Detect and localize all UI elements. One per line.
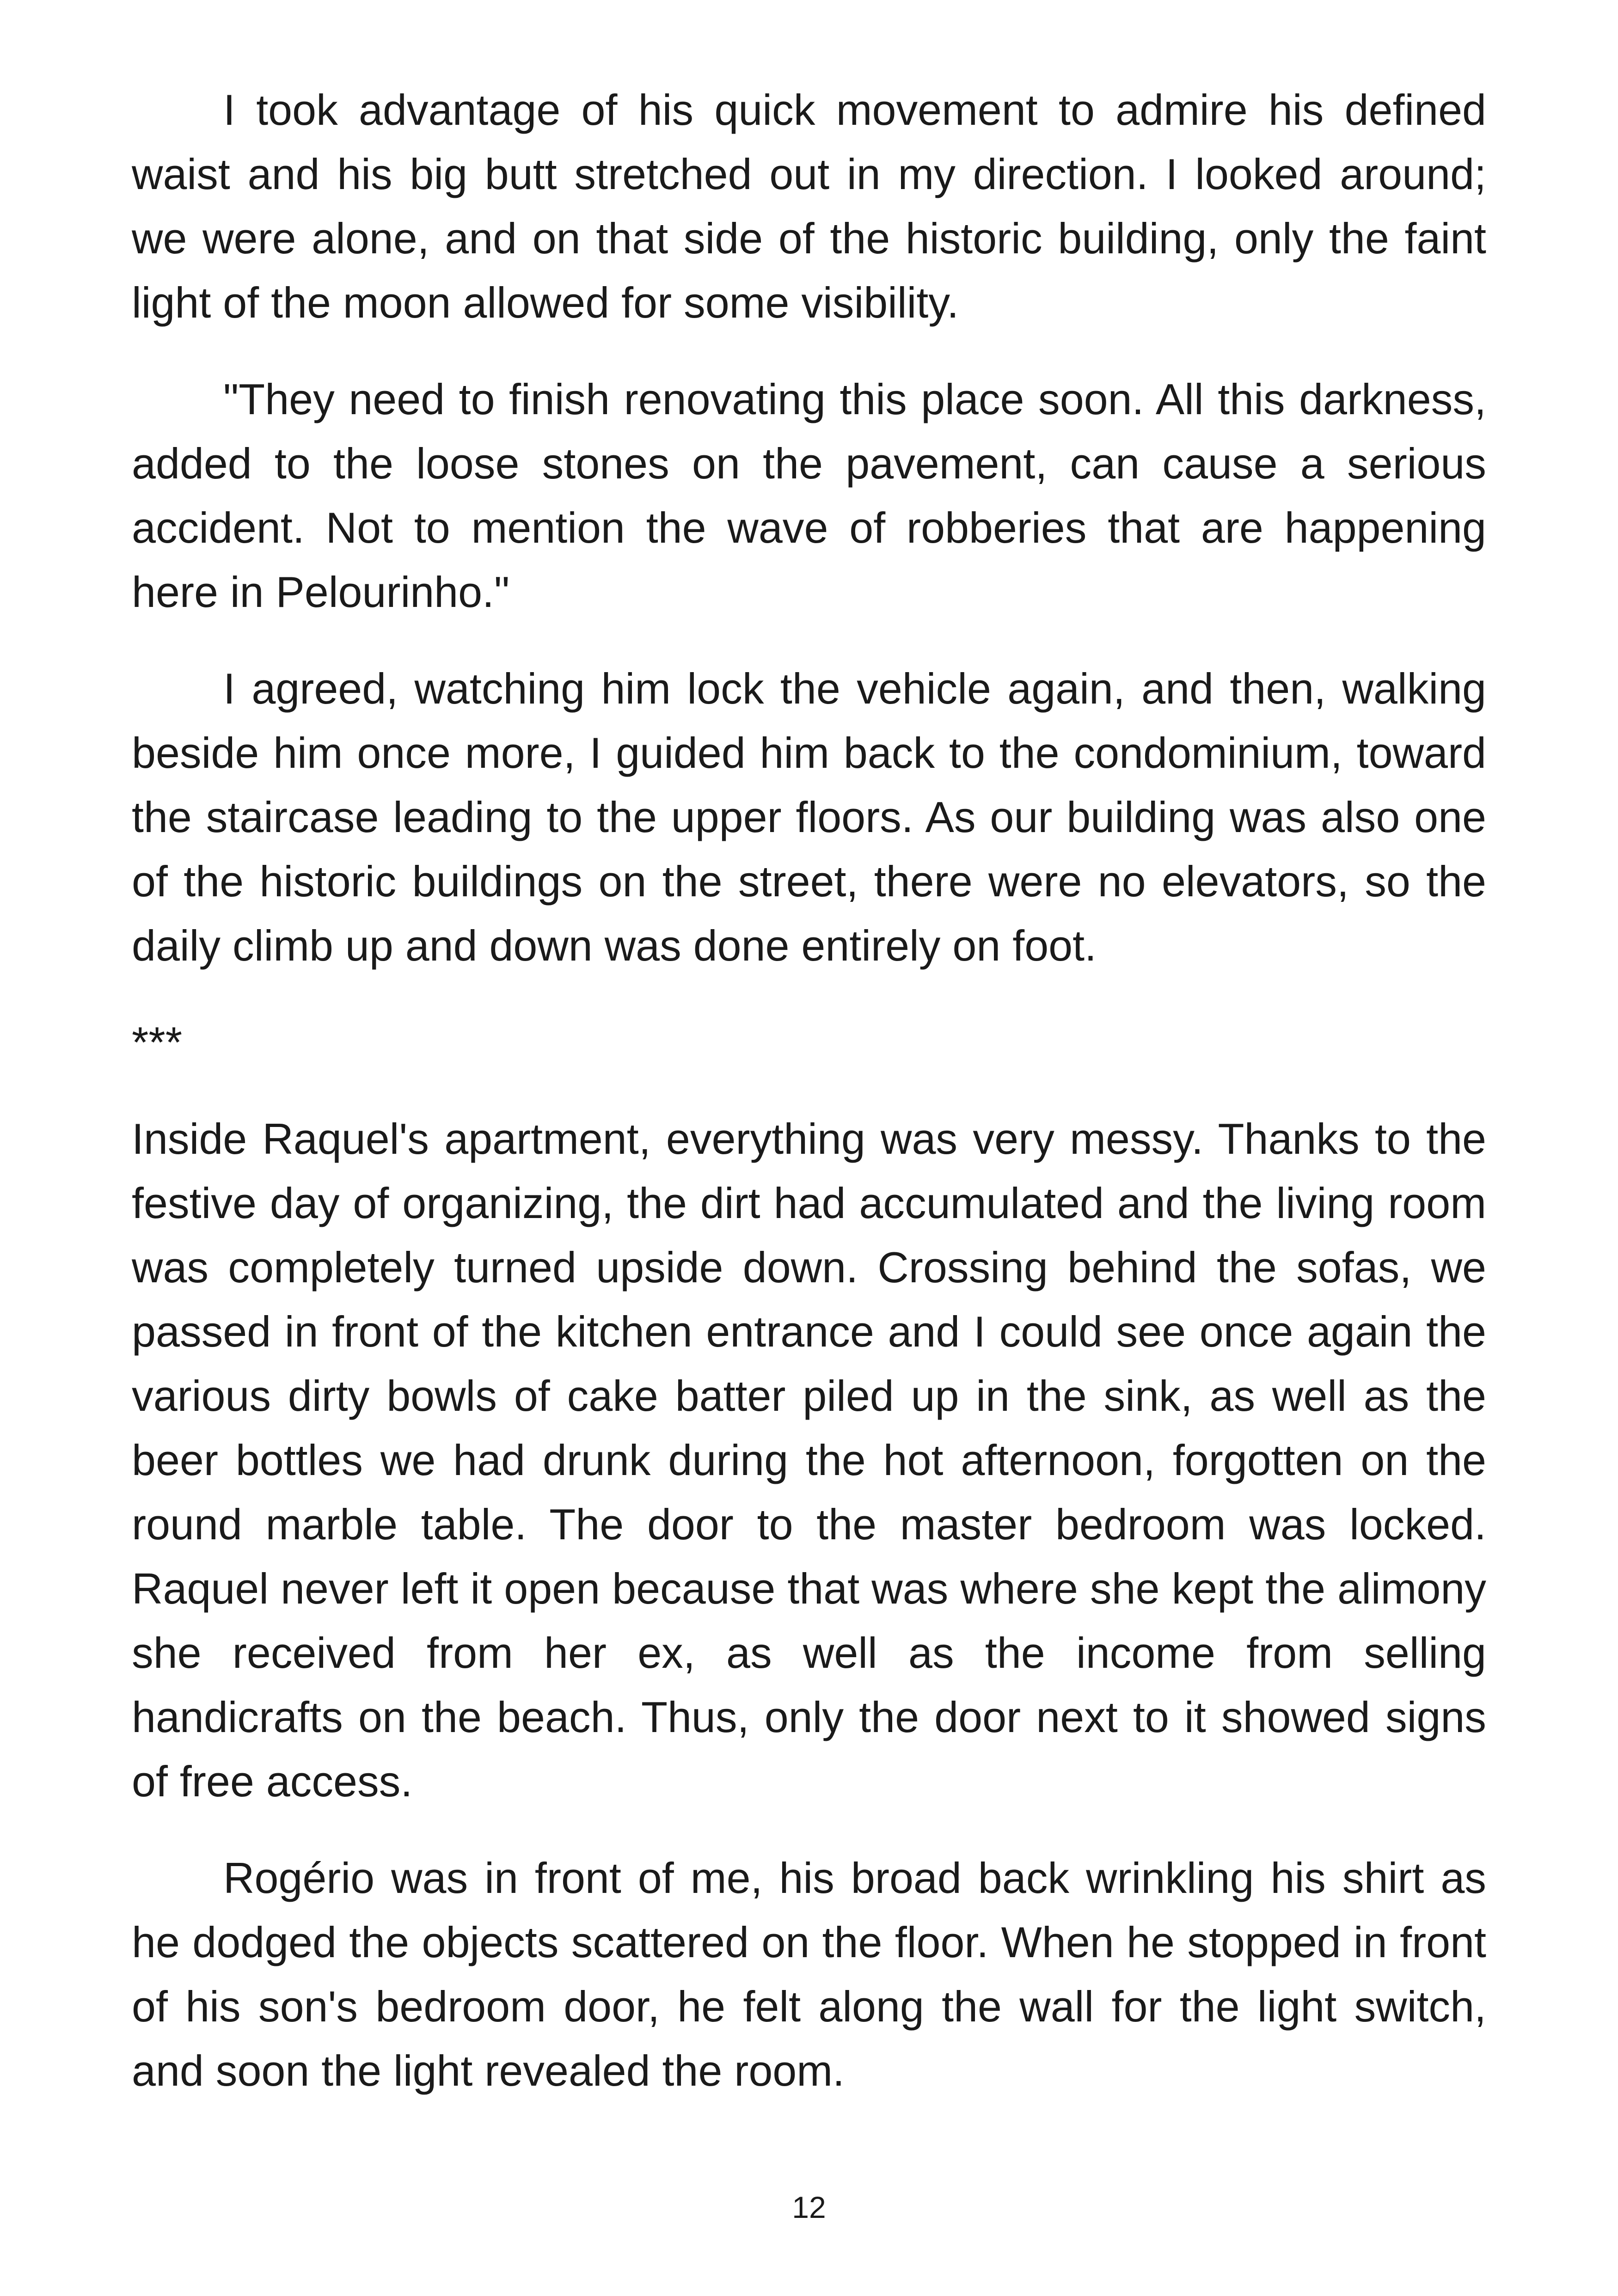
paragraph-3: I agreed, watching him lock the vehicle again, and then, walking beside him once more, I guided him back to the condominium, toward the staircase leading to the upper floors. As our building was also one of the historic buildings on the street, there were no elevators, so the daily climb up and down was done entirely on foot.	[132, 664, 1486, 970]
paragraph-4: Inside Raquel's apartment, everything was very messy. Thanks to the festive day of organizing, the dirt had accumulated and the living room was completely turned upside down. Crossing behind the sofas, we passed in front of the kitchen entrance and I could see once again the various dirty bowls of cake batter piled up in the sink, as well as the beer bottles we had drunk during the hot afternoon, forgotten on the round marble table. The door to the master bedroom was locked. Raquel never left it open because that was where she kept the alimony she received from her ex, as well as the income from selling handicrafts on the beach. Thus, only the door next to it showed signs of free access.	[132, 1114, 1486, 1806]
page-number: 12	[792, 2190, 826, 2224]
paragraph-5: Rogério was in front of me, his broad back wrinkling his shirt as he dodged the objects scattered on the floor. When he stopped in front of his son's bedroom door, he felt along the wall for the light switch, and soon the light revealed the room.	[132, 1854, 1486, 2095]
scene-break: ***	[132, 1018, 183, 1066]
page-body	[132, 78, 1486, 2135]
paragraph-2: "They need to finish renovating this place soon. All this darkness, added to the loose stones on the pavement, can cause a serious accident. Not to mention the wave of robberies that are happening here in Pelourinho."	[132, 375, 1486, 616]
paragraph-1: I took advantage of his quick movement to admire his defined waist and his big butt stretched out in my direction. I looked around; we were alone, and on that side of the historic building, only the faint light of the moon allowed for some visibility.	[132, 86, 1486, 327]
